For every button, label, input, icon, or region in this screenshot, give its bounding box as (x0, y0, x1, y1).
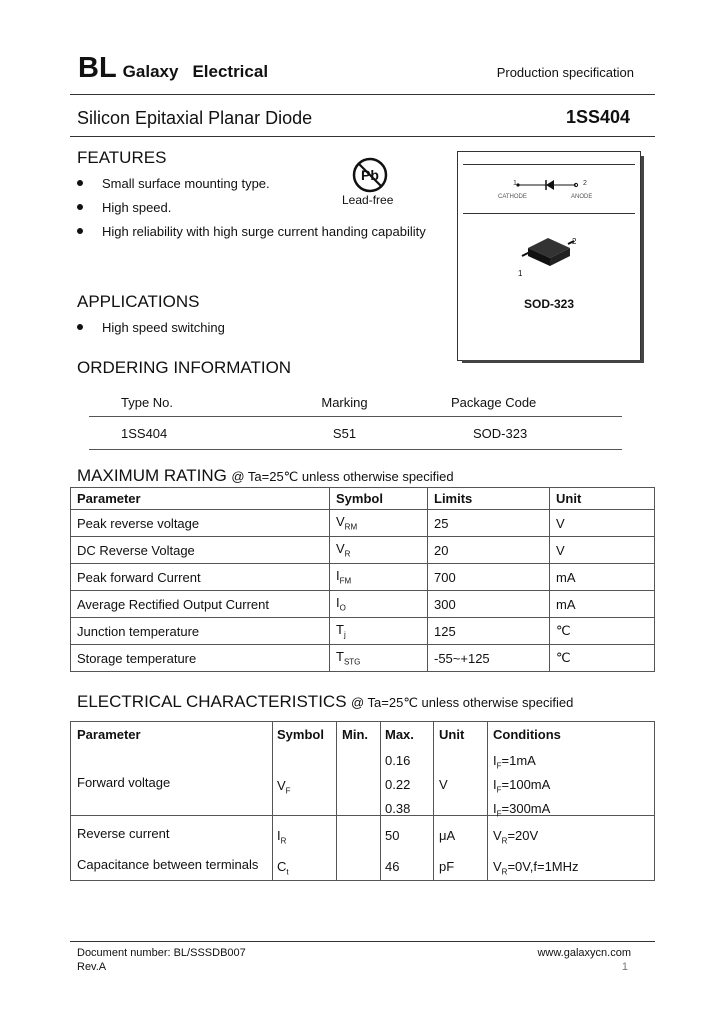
applications-list (77, 315, 225, 339)
max-rating-title (77, 466, 454, 486)
elec-header: Unit (439, 727, 465, 742)
doc-number: Document number: BL/SSSDB007 (77, 947, 246, 959)
forward-voltage-symbol: $V_F$ (277, 778, 291, 796)
ordering-heading: ORDERING INFORMATION (77, 358, 292, 377)
cathode-label: CATHODE (498, 194, 527, 200)
pb-symbol: Pb (361, 167, 379, 183)
capacitance-symbol: $C_t$ (277, 859, 289, 877)
package-top-line (463, 164, 635, 165)
lead-free-icon (350, 156, 390, 196)
title-divider (70, 136, 655, 137)
elec-title (77, 692, 573, 712)
diode-schematic (458, 172, 640, 212)
forward-condition: $I_F=100mA$ (493, 777, 551, 795)
forward-voltage-param: Forward voltage (77, 775, 171, 790)
ordering-table (89, 388, 622, 450)
ordering-header: Type No. (89, 388, 238, 417)
header-divider (70, 94, 655, 95)
table-row: Average Rectified Output Current $I_O$ 300 mA (71, 591, 655, 618)
reverse-current-param: Reverse current (77, 826, 170, 841)
anode-label: ANODE (571, 194, 593, 200)
forward-condition: $I_F=1mA$ (493, 753, 536, 771)
elec-header: Min. (342, 727, 368, 742)
ordering-cell: 1SS404 (89, 417, 238, 450)
applications-heading: APPLICATIONS (77, 292, 200, 311)
capacitance-max: 46 (385, 859, 400, 874)
table-row: Peak reverse voltage $V_{RM}$ 25 V (71, 510, 655, 537)
footer-divider (70, 941, 655, 942)
capacitance-param: Capacitance between terminals (77, 857, 259, 872)
brand-galaxy: Galaxy (122, 62, 179, 81)
brand-logo (78, 52, 268, 85)
elec-header: Symbol (277, 727, 324, 742)
lead-free-label: Lead-free (342, 193, 394, 207)
document-title: Silicon Epitaxial Planar Diode (77, 108, 313, 128)
elec-condition: @ Ta=25℃ unless otherwise specified (350, 695, 574, 710)
feature-item: High reliability with high surge current handing capability (77, 219, 426, 243)
table-row: DC Reverse Voltage $V_R$ 20 V (71, 537, 655, 564)
forward-max: 0.38 (385, 801, 411, 816)
package-pin2: 2 (572, 237, 577, 246)
feature-item: Small surface mounting type. (77, 171, 426, 195)
elec-heading: ELECTRICAL CHARACTERISTICS (77, 692, 347, 711)
feature-item: High speed. (77, 195, 426, 219)
ordering-header: Marking (238, 388, 451, 417)
reverse-current-symbol: $I_R$ (277, 828, 287, 846)
brand-electrical: Electrical (192, 62, 269, 81)
capacitance-condition: $V_R=0V,f=1MHz$ (493, 859, 579, 877)
production-spec: Production specification (496, 65, 634, 80)
forward-max: 0.16 (385, 753, 411, 768)
max-rating-heading: MAXIMUM RATING (77, 466, 227, 485)
capacitance-unit: pF (439, 859, 455, 874)
package-mid-line (463, 213, 635, 214)
ordering-cell: S51 (238, 417, 451, 450)
application-item: High speed switching (77, 315, 225, 339)
ordering-header: Package Code (451, 388, 622, 417)
table-row: Storage temperature $T_{STG}$ -55~+125 ℃ (71, 645, 655, 672)
box-shadow-bottom (462, 360, 644, 363)
reverse-condition: $V_R=20V$ (493, 828, 539, 846)
elec-header: Parameter (77, 727, 141, 742)
max-rating-condition: @ Ta=25℃ unless otherwise specified (231, 469, 454, 484)
sod323-package-icon (508, 230, 588, 280)
reverse-max: 50 (385, 828, 400, 843)
max-header: Symbol (330, 488, 428, 510)
page-number: 1 (621, 961, 628, 973)
brand-bl: BL (78, 52, 117, 84)
max-rating-table (70, 487, 655, 672)
table-row: Peak forward Current $I_{FM}$ 700 mA (71, 564, 655, 591)
reverse-unit: μA (439, 828, 456, 843)
package-name: SOD-323 (523, 297, 575, 311)
features-heading: FEATURES (77, 148, 167, 167)
revision: Rev.A (77, 961, 107, 973)
package-box (457, 151, 641, 361)
elec-header: Max. (385, 727, 414, 742)
box-shadow-right (641, 156, 644, 362)
package-pin1: 1 (518, 269, 523, 278)
forward-unit: V (439, 777, 448, 792)
max-header: Limits (428, 488, 550, 510)
forward-max: 0.22 (385, 777, 411, 792)
website-link[interactable]: www.galaxycn.com (537, 947, 631, 959)
elec-table (70, 721, 655, 881)
max-header: Parameter (71, 488, 330, 510)
pin2-label: 2 (583, 180, 587, 187)
forward-condition: $I_F=300mA$ (493, 801, 551, 819)
table-row: Junction temperature $T_j$ 125 ℃ (71, 618, 655, 645)
pin1-label: 1 (513, 180, 517, 187)
max-header: Unit (550, 488, 655, 510)
elec-header: Conditions (493, 727, 561, 742)
part-number: 1SS404 (565, 107, 630, 127)
ordering-cell: SOD-323 (451, 417, 622, 450)
